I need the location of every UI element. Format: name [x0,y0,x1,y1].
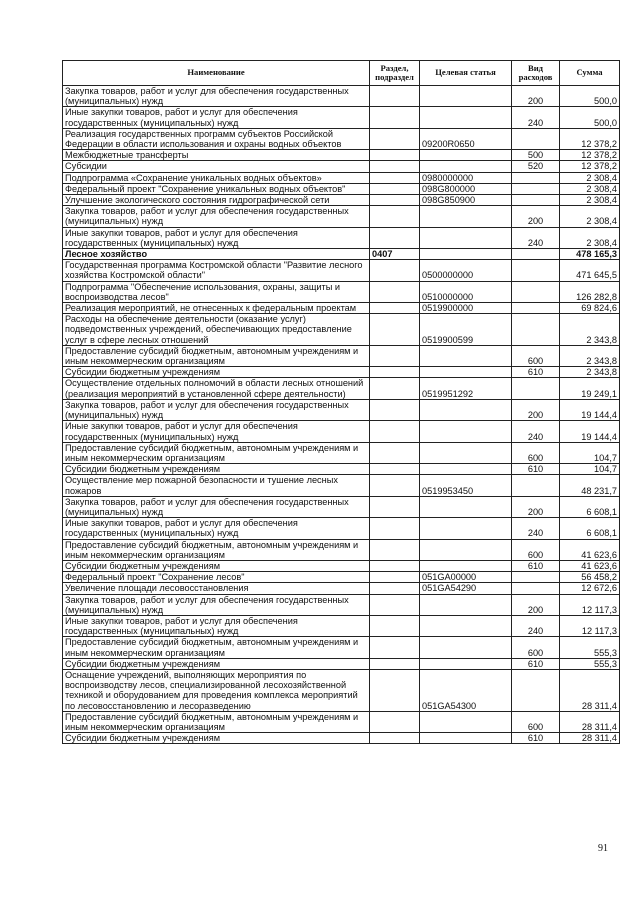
cell-expense: 240 [512,518,560,539]
cell-expense [512,583,560,594]
cell-name: Осуществление мер пожарной безопасности и тушение лесных пожаров [63,475,370,496]
cell-sum: 126 282,8 [560,281,620,302]
cell-section [370,421,420,442]
cell-expense [512,195,560,206]
table-row [63,107,620,128]
cell-name: Закупка товаров, работ и услуг для обеспечения государственных (муниципальных) нужд [63,399,370,420]
cell-expense: 600 [512,442,560,463]
header-section: Раздел, подраздел [370,61,420,86]
table-row [63,128,620,149]
cell-sum: 471 645,5 [560,260,620,281]
header-sum: Сумма [560,61,620,86]
table-row [63,367,620,378]
cell-sum: 2 308,4 [560,206,620,227]
cell-expense: 610 [512,658,560,669]
cell-target [420,399,512,420]
cell-name: Иные закупки товаров, работ и услуг для обеспечения государственных (муниципальных) нужд [63,615,370,636]
cell-sum: 12 117,3 [560,615,620,636]
cell-expense: 240 [512,107,560,128]
table-row [63,615,620,636]
table-row [63,539,620,560]
table-row [63,161,620,172]
table-row [63,733,620,744]
cell-name: Оснащение учреждений, выполняющих мероприятия по воспроизводству лесов, специализированной лесохозяйственной техникой и оборудованием для проведения комплекса мероприятий по лесовосстановлению и лесоразведению [63,669,370,711]
cell-expense: 520 [512,161,560,172]
cell-expense [512,572,560,583]
cell-name: Улучшение экологического состояния гидрографической сети [63,195,370,206]
cell-expense: 240 [512,421,560,442]
table-row [63,399,620,420]
cell-sum: 12 672,6 [560,583,620,594]
cell-section [370,518,420,539]
table-row [63,378,620,399]
table-row [63,594,620,615]
cell-section [370,572,420,583]
cell-expense: 200 [512,399,560,420]
cell-target [420,733,512,744]
cell-sum: 6 608,1 [560,518,620,539]
cell-target [420,367,512,378]
cell-expense: 600 [512,637,560,658]
table-row [63,249,620,260]
cell-expense: 500 [512,150,560,161]
table-row [63,475,620,496]
cell-section [370,150,420,161]
cell-target [420,86,512,107]
cell-sum: 555,3 [560,658,620,669]
cell-expense: 610 [512,733,560,744]
cell-section [370,496,420,517]
cell-section [370,658,420,669]
cell-section [370,183,420,194]
cell-name: Федеральный проект "Сохранение уникальных водных объектов" [63,183,370,194]
cell-name: Государственная программа Костромской области "Развитие лесного хозяйства Костромской области" [63,260,370,281]
cell-target [420,206,512,227]
cell-sum: 12 378,2 [560,150,620,161]
cell-section [370,539,420,560]
cell-target [420,464,512,475]
cell-target [420,345,512,366]
page-number: 91 [598,843,608,854]
cell-name: Закупка товаров, работ и услуг для обеспечения государственных (муниципальных) нужд [63,594,370,615]
cell-target [420,442,512,463]
cell-section [370,399,420,420]
cell-expense [512,475,560,496]
cell-section [370,206,420,227]
cell-section [370,464,420,475]
table-row [63,227,620,248]
cell-section [370,378,420,399]
table-body [63,86,620,744]
cell-section [370,195,420,206]
cell-sum: 48 231,7 [560,475,620,496]
cell-target: 0500000000 [420,260,512,281]
cell-name: Субсидии [63,161,370,172]
cell-sum: 2 308,4 [560,183,620,194]
cell-section [370,281,420,302]
cell-expense [512,183,560,194]
table-row [63,442,620,463]
cell-target [420,161,512,172]
table-row [63,86,620,107]
cell-target [420,711,512,732]
cell-target: 051GA54300 [420,669,512,711]
cell-target [420,249,512,260]
cell-section [370,669,420,711]
cell-name: Лесное хозяйство [63,249,370,260]
cell-section [370,107,420,128]
cell-name: Иные закупки товаров, работ и услуг для обеспечения государственных (муниципальных) нужд [63,107,370,128]
table-row [63,172,620,183]
cell-sum: 12 378,2 [560,128,620,149]
table-row [63,560,620,571]
cell-target [420,615,512,636]
cell-name: Предоставление субсидий бюджетным, автономным учреждениям и иным некоммерческим организациям [63,637,370,658]
cell-expense [512,249,560,260]
cell-sum: 2 308,4 [560,227,620,248]
cell-name: Подпрограмма «Сохранение уникальных водных объектов» [63,172,370,183]
cell-name: Реализация государственных программ субъектов Российской Федерации в области использования и охраны водных объектов [63,128,370,149]
table-row [63,303,620,314]
cell-section [370,711,420,732]
cell-name: Иные закупки товаров, работ и услуг для обеспечения государственных (муниципальных) нужд [63,518,370,539]
cell-section [370,227,420,248]
cell-target [420,518,512,539]
cell-sum: 41 623,6 [560,539,620,560]
table-row [63,711,620,732]
header-expense: Вид расходов [512,61,560,86]
cell-sum: 555,3 [560,637,620,658]
cell-target: 0519953450 [420,475,512,496]
cell-name: Субсидии бюджетным учреждениям [63,658,370,669]
cell-name: Иные закупки товаров, работ и услуг для обеспечения государственных (муниципальных) нужд [63,227,370,248]
budget-table [62,60,620,744]
cell-sum: 19 249,1 [560,378,620,399]
cell-section [370,314,420,346]
cell-target [420,227,512,248]
cell-section [370,161,420,172]
cell-name: Закупка товаров, работ и услуг для обеспечения государственных (муниципальных) нужд [63,206,370,227]
cell-expense: 200 [512,206,560,227]
cell-sum: 2 343,8 [560,314,620,346]
cell-section [370,594,420,615]
cell-name: Закупка товаров, работ и услуг для обеспечения государственных (муниципальных) нужд [63,496,370,517]
cell-target: 0519900599 [420,314,512,346]
cell-target [420,496,512,517]
cell-section [370,260,420,281]
cell-section [370,172,420,183]
cell-name: Субсидии бюджетным учреждениям [63,464,370,475]
cell-sum: 12 378,2 [560,161,620,172]
cell-expense: 610 [512,367,560,378]
cell-section [370,733,420,744]
cell-section [370,637,420,658]
cell-name: Осуществление отдельных полномочий в области лесных отношений (реализация мероприятий в установленной сфере деятельности) [63,378,370,399]
cell-target [420,107,512,128]
cell-section [370,583,420,594]
header-target: Целевая статья [420,61,512,86]
cell-section [370,560,420,571]
cell-sum: 41 623,6 [560,560,620,571]
table-row [63,345,620,366]
table-row [63,314,620,346]
table-row [63,669,620,711]
table-row [63,572,620,583]
cell-section [370,86,420,107]
cell-target: 051GA00000 [420,572,512,583]
cell-expense: 240 [512,615,560,636]
cell-target: 051GA54290 [420,583,512,594]
cell-sum: 2 308,4 [560,195,620,206]
cell-target: 098G800000 [420,183,512,194]
table-row [63,583,620,594]
cell-expense: 240 [512,227,560,248]
cell-expense [512,378,560,399]
cell-name: Субсидии бюджетным учреждениям [63,733,370,744]
cell-section [370,475,420,496]
cell-expense: 600 [512,345,560,366]
cell-expense: 200 [512,86,560,107]
cell-sum: 104,7 [560,464,620,475]
cell-target: 0519900000 [420,303,512,314]
cell-target: 098G850900 [420,195,512,206]
table-row [63,496,620,517]
cell-expense: 200 [512,594,560,615]
cell-sum: 2 343,8 [560,345,620,366]
table-row [63,281,620,302]
cell-target [420,637,512,658]
cell-expense [512,303,560,314]
table-row [63,183,620,194]
cell-target [420,539,512,560]
cell-name: Расходы на обеспечение деятельности (оказание услуг) подведомственных учреждений, обеспечивающих предоставление услуг в сфере лесных отношений [63,314,370,346]
cell-sum: 500,0 [560,86,620,107]
cell-expense: 610 [512,560,560,571]
table-row [63,195,620,206]
cell-name: Предоставление субсидий бюджетным, автономным учреждениям и иным некоммерческим организациям [63,442,370,463]
cell-sum: 28 311,4 [560,733,620,744]
cell-target [420,560,512,571]
cell-name: Межбюджетные трансферты [63,150,370,161]
cell-section: 0407 [370,249,420,260]
table-row [63,464,620,475]
table-row [63,637,620,658]
cell-name: Подпрограмма "Обеспечение использования, охраны, защиты и воспроизводства лесов" [63,281,370,302]
cell-sum: 478 165,3 [560,249,620,260]
cell-sum: 19 144,4 [560,421,620,442]
cell-expense: 600 [512,711,560,732]
cell-section [370,128,420,149]
cell-sum: 19 144,4 [560,399,620,420]
table-row [63,421,620,442]
cell-target [420,594,512,615]
cell-sum: 12 117,3 [560,594,620,615]
cell-section [370,615,420,636]
table-row [63,518,620,539]
cell-expense: 600 [512,539,560,560]
cell-target: 0519951292 [420,378,512,399]
cell-sum: 28 311,4 [560,711,620,732]
cell-name: Иные закупки товаров, работ и услуг для обеспечения государственных (муниципальных) нужд [63,421,370,442]
cell-section [370,367,420,378]
cell-sum: 69 824,6 [560,303,620,314]
cell-expense [512,128,560,149]
cell-sum: 104,7 [560,442,620,463]
cell-name: Реализация мероприятий, не отнесенных к федеральным проектам [63,303,370,314]
cell-name: Предоставление субсидий бюджетным, автономным учреждениям и иным некоммерческим организациям [63,345,370,366]
cell-name: Предоставление субсидий бюджетным, автономным учреждениям и иным некоммерческим организациям [63,539,370,560]
cell-expense [512,281,560,302]
cell-target: 0980000000 [420,172,512,183]
cell-expense [512,260,560,281]
cell-expense: 610 [512,464,560,475]
cell-sum: 500,0 [560,107,620,128]
cell-name: Федеральный проект "Сохранение лесов" [63,572,370,583]
cell-target [420,421,512,442]
cell-section [370,442,420,463]
cell-expense [512,172,560,183]
cell-name: Субсидии бюджетным учреждениям [63,367,370,378]
cell-target [420,150,512,161]
cell-name: Предоставление субсидий бюджетным, автономным учреждениям и иным некоммерческим организациям [63,711,370,732]
cell-sum: 6 608,1 [560,496,620,517]
cell-name: Увеличение площади лесовосстановления [63,583,370,594]
cell-expense: 200 [512,496,560,517]
table-row [63,260,620,281]
cell-target: 09200R0650 [420,128,512,149]
cell-target: 0510000000 [420,281,512,302]
table-row [63,150,620,161]
table-row [63,658,620,669]
table-row [63,206,620,227]
cell-name: Субсидии бюджетным учреждениям [63,560,370,571]
cell-sum: 28 311,4 [560,669,620,711]
cell-sum: 56 458,2 [560,572,620,583]
cell-sum: 2 308,4 [560,172,620,183]
cell-sum: 2 343,8 [560,367,620,378]
cell-section [370,345,420,366]
cell-target [420,658,512,669]
header-name: Наименование [63,61,370,86]
cell-expense [512,314,560,346]
cell-section [370,303,420,314]
table-header-row [63,61,620,86]
cell-expense [512,669,560,711]
cell-name: Закупка товаров, работ и услуг для обеспечения государственных (муниципальных) нужд [63,86,370,107]
